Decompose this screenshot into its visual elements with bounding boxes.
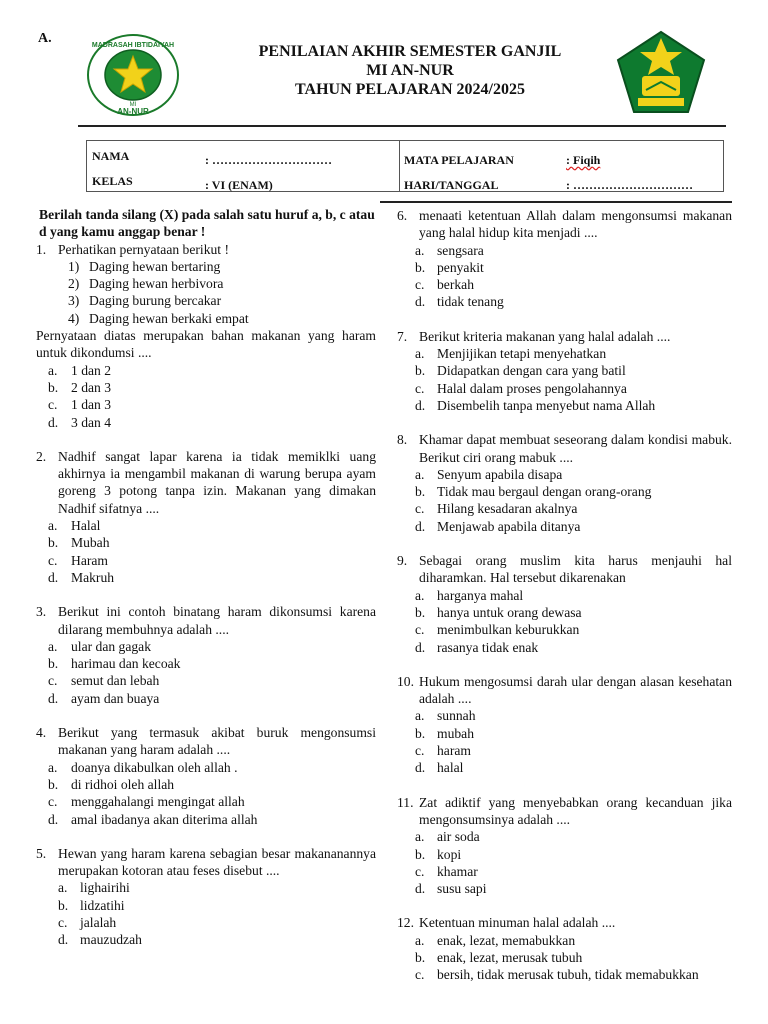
option-b[interactable]: b. penyakit: [415, 259, 484, 275]
option-d[interactable]: d. Menjawab apabila ditanya: [415, 518, 581, 534]
question-text: Berikut ini contoh binatang haram dikonsumsi karena dilarang membuhnya adalah ....: [58, 604, 376, 637]
question-7: [397, 328, 732, 345]
info-divider: [399, 141, 400, 191]
option-d[interactable]: d. 3 dan 4: [48, 414, 112, 430]
option-c[interactable]: c. berkah: [415, 277, 474, 293]
option-d[interactable]: d. Disembelih tanpa menyebut nama Allah: [415, 397, 656, 413]
mapel-field: : Fiqih: [566, 153, 601, 167]
option-a[interactable]: a. Menjijikan tetapi menyehatkan: [415, 346, 607, 362]
option-c[interactable]: c. bersih, tidak merusak tubuh, tidak memabukkan: [415, 967, 699, 983]
option-b[interactable]: b. harimau dan kecoak: [48, 656, 181, 672]
question-text: Berikut kriteria makanan yang halal adalah ....: [419, 328, 671, 344]
question-number: 7.: [397, 328, 408, 344]
option-a[interactable]: a. sunnah: [415, 708, 476, 724]
list-item: 3) Daging burung bercakar: [68, 293, 222, 309]
question-text: Khamar dapat membuat seseorang dalam kondisi mabuk. Berikut ciri orang mabuk ....: [419, 432, 732, 465]
option-b[interactable]: b. mubah: [415, 725, 474, 741]
question-number: 12.: [397, 915, 414, 931]
option-c[interactable]: c. Haram: [48, 552, 108, 568]
option-b[interactable]: b. enak, lezat, merusak tubuh: [415, 949, 583, 965]
option-c[interactable]: c. jalalah: [58, 914, 117, 930]
option-a[interactable]: a. lighairihi: [58, 880, 130, 896]
question-number: 10.: [397, 673, 414, 689]
header-line1: PENILAIAN AKHIR SEMESTER GANJIL: [258, 43, 562, 60]
option-a[interactable]: a. enak, lezat, memabukkan: [415, 932, 576, 948]
mapel-label: MATA PELAJARAN: [404, 153, 514, 167]
question-number: 11.: [397, 794, 414, 810]
question-text: menaati ketentuan Allah dalam mengonsumsi makanan yang halal hidup kita menjadi ....: [419, 208, 732, 241]
list-item: 4) Daging hewan berkaki empat: [68, 310, 249, 326]
question-text: Perhatikan pernyataan berikut !: [58, 241, 229, 257]
option-c[interactable]: c. Halal dalam proses pengolahannya: [415, 380, 627, 396]
right-column-rule: [380, 201, 732, 203]
question-text: Berikut yang termasuk akibat buruk mengonsumsi makanan yang haram adalah ....: [58, 725, 376, 758]
option-d[interactable]: d. Makruh: [48, 569, 115, 585]
question-3: [36, 603, 376, 638]
document-header: [190, 42, 630, 99]
right-column: [397, 207, 732, 984]
question-1: [36, 241, 376, 258]
option-a[interactable]: a. doanya dikabulkan oleh allah .: [48, 759, 238, 775]
question-text: Ketentuan minuman halal adalah ....: [419, 915, 616, 931]
option-a[interactable]: a. ular dan gagak: [48, 638, 152, 654]
option-d[interactable]: d. ayam dan buaya: [48, 690, 160, 706]
option-b[interactable]: b. Didapatkan dengan cara yang batil: [415, 363, 626, 379]
option-c[interactable]: c. haram: [415, 743, 471, 759]
nama-label: NAMA: [92, 149, 130, 163]
option-c[interactable]: c. menggahalangi mengingat allah: [48, 794, 245, 810]
question-number: 1.: [36, 241, 47, 257]
question-12: [397, 914, 732, 931]
header-line2: MI AN-NUR: [366, 62, 454, 79]
option-b[interactable]: b. Mubah: [48, 535, 110, 551]
option-a[interactable]: a. harganya mahal: [415, 587, 524, 603]
kelas-field: : VI (ENAM): [205, 178, 273, 192]
option-a[interactable]: a. 1 dan 2: [48, 362, 112, 378]
logo-text-mid: MI: [129, 102, 137, 108]
option-b[interactable]: b. di ridhoi oleh allah: [48, 776, 175, 792]
question-11: [397, 794, 732, 829]
page-label: A.: [38, 31, 52, 46]
option-c[interactable]: c. semut dan lebah: [48, 673, 160, 689]
question-number: 4.: [36, 725, 47, 741]
question-text: Zat adiktif yang menyebabkan orang kecanduan jika mengonsumsinya adalah ....: [419, 794, 732, 827]
list-item: 1) Daging hewan bertaring: [68, 258, 221, 274]
option-c[interactable]: c. menimbulkan keburukkan: [415, 622, 580, 638]
option-b[interactable]: b. lidzatihi: [58, 897, 125, 913]
header-line3: TAHUN PELAJARAN 2024/2025: [295, 81, 525, 98]
logo-text-top: MADRASAH IBTIDAIYAH: [91, 42, 175, 49]
option-b[interactable]: b. hanya untuk orang dewasa: [415, 604, 582, 620]
hari-label: HARI/TANGGAL: [404, 178, 499, 192]
option-d[interactable]: d. amal ibadanya akan diterima allah: [48, 811, 258, 827]
option-b[interactable]: b. Tidak mau bergaul dengan orang-orang: [415, 484, 652, 500]
question-text: Nadhif sangat lapar karena ia tidak memiklki uang akhirnya ia mengambil makanan di warung berupa ayam goreng 3 potong tanpa izin. Makanan yang dimakan Nadhif sifatnya ....: [58, 448, 376, 516]
instruction: Berilah tanda silang (X) pada salah satu huruf a, b, c atau d yang kamu anggap benar !: [39, 207, 375, 240]
question-number: 3.: [36, 604, 47, 620]
option-a[interactable]: a. air soda: [415, 829, 480, 845]
option-b[interactable]: b. kopi: [415, 846, 462, 862]
option-a[interactable]: a. Halal: [48, 518, 101, 534]
question-number: 6.: [397, 208, 408, 223]
question-text: Hewan yang haram karena sebagian besar makananannya merupakan kotoran atau feses disebut ....: [58, 845, 376, 879]
question-9: [397, 552, 732, 587]
header-rule: [78, 125, 726, 127]
option-b[interactable]: b. 2 dan 3: [48, 379, 112, 395]
option-d[interactable]: d. tidak tenang: [415, 294, 504, 310]
madrasah-logo: [84, 32, 182, 118]
question-2: [36, 448, 376, 517]
hari-field[interactable]: : …………………………: [566, 178, 693, 192]
option-d[interactable]: d. rasanya tidak enak: [415, 639, 539, 655]
option-c[interactable]: c. khamar: [415, 863, 478, 879]
question-5: [36, 845, 376, 880]
kemenag-logo: [612, 30, 710, 116]
option-d[interactable]: d. halal: [415, 760, 464, 776]
option-a[interactable]: a. Senyum apabila disapa: [415, 466, 563, 482]
option-d[interactable]: d. susu sapi: [415, 881, 487, 897]
option-c[interactable]: c. Hilang kesadaran akalnya: [415, 501, 578, 517]
list-item: 2) Daging hewan herbivora: [68, 276, 224, 292]
question-number: 9.: [397, 553, 408, 569]
option-d[interactable]: d. mauzudzah: [58, 932, 142, 948]
logo-text-bottom: AN-NUR: [117, 107, 149, 116]
question-10: [397, 673, 732, 708]
question-4: [36, 724, 376, 759]
option-c[interactable]: c. 1 dan 3: [48, 397, 112, 413]
question-6: [397, 207, 732, 242]
nama-field[interactable]: : …………………………: [205, 153, 332, 167]
question-text: Hukum mengosumsi darah ular dengan alasan kesehatan adalah ....: [419, 673, 732, 707]
kelas-label: KELAS: [92, 174, 133, 188]
question-text: Sebagai orang muslim kita harus menjauhi hal diharamkan. Hal tersebut dikarenakan: [419, 553, 732, 586]
question-number: 5.: [36, 845, 47, 861]
question-number: 2.: [36, 448, 47, 464]
question-text-continued: Pernyataan diatas merupakan bahan makanan yang haram untuk dikondumsi ....: [36, 328, 376, 361]
question-number: 8.: [397, 432, 408, 448]
left-column: [36, 206, 376, 949]
question-8: [397, 431, 732, 466]
option-a[interactable]: a. sengsara: [415, 242, 484, 258]
